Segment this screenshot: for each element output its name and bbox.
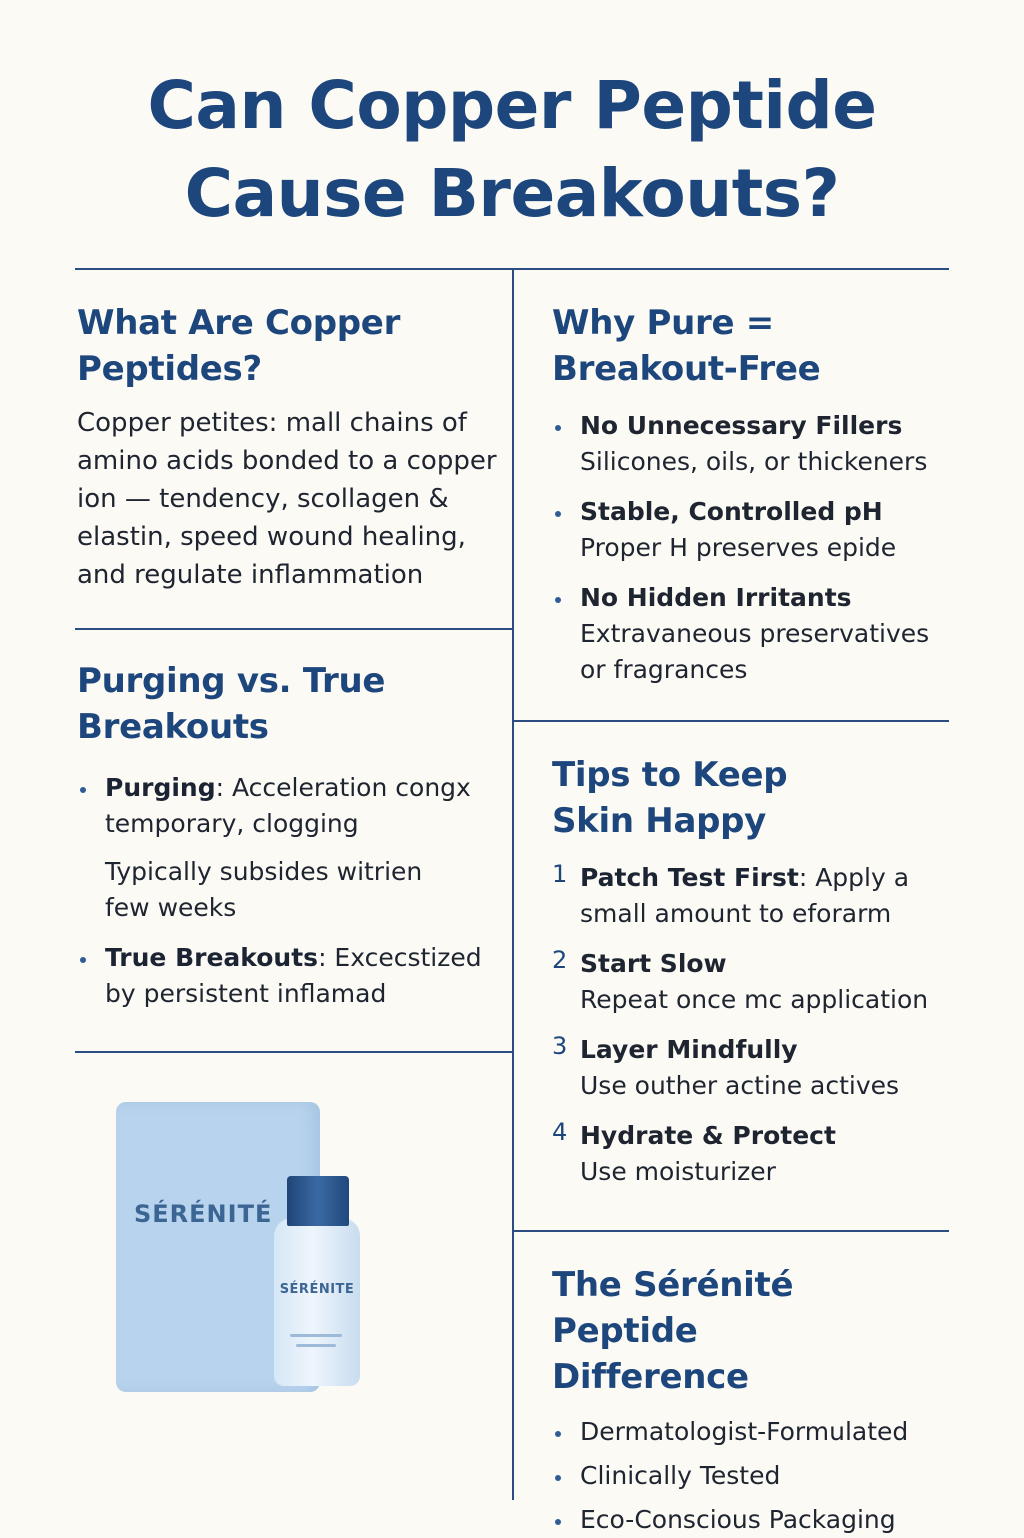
definition-paragraph xyxy=(77,404,497,594)
tip-text: : Apply a xyxy=(798,863,910,892)
tip-item xyxy=(552,1032,942,1104)
tip-item xyxy=(552,1118,942,1190)
item-text: : Acceleration congx xyxy=(215,773,471,802)
serum-bottle-label: SÉRÉNITE xyxy=(279,1282,355,1297)
paragraph-line: amino acids bonded to a copper xyxy=(77,446,497,476)
section-heading xyxy=(77,658,497,750)
list-item xyxy=(552,580,942,688)
item-text: temporary, clogging xyxy=(105,809,359,838)
heading-line: Breakout-Free xyxy=(552,349,821,389)
item-desc: or fragrances xyxy=(580,655,748,684)
page-title xyxy=(0,62,1024,238)
heading-line: The Sérénité Peptide xyxy=(552,1265,794,1351)
tip-label: Patch Test First xyxy=(580,863,799,892)
right-divider-1 xyxy=(512,720,949,722)
list-item xyxy=(552,494,942,566)
item-label: No Unnecessary Fillers xyxy=(580,411,903,440)
center-divider xyxy=(512,268,514,1500)
tip-item xyxy=(552,946,942,1018)
bottle-stripe xyxy=(296,1344,336,1347)
section-heading xyxy=(552,1262,942,1400)
tip-desc: Use moisturizer xyxy=(580,1157,776,1186)
tip-number: 4 xyxy=(552,1118,568,1146)
left-divider-2 xyxy=(75,1051,512,1053)
item-desc: Proper H preserves epide xyxy=(580,533,897,562)
tip-number: 3 xyxy=(552,1032,568,1060)
right-divider-2 xyxy=(512,1230,949,1232)
title-line-1: Can Copper Peptide xyxy=(147,67,877,144)
tip-desc: Use outher actine actives xyxy=(580,1071,900,1100)
bullet-icon xyxy=(80,787,86,793)
item-desc: Silicones, oils, or thickeners xyxy=(580,447,928,476)
tip-item xyxy=(552,860,942,932)
section-heading xyxy=(552,300,942,392)
section-heading xyxy=(552,752,942,844)
heading-line: Peptides? xyxy=(77,349,262,389)
heading-line: Why Pure = xyxy=(552,303,774,343)
list-item xyxy=(552,408,942,480)
section-why-pure xyxy=(552,300,942,688)
item-label: Stable, Controlled pH xyxy=(580,497,883,526)
item-text: : Excecstized xyxy=(318,943,482,972)
heading-line: Purging vs. True xyxy=(77,661,386,701)
section-what-are-copper-peptides xyxy=(77,300,497,594)
tip-label: Hydrate & Protect xyxy=(580,1121,836,1150)
bullet-icon xyxy=(80,957,86,963)
heading-line: Difference xyxy=(552,1357,749,1397)
item-text: Clinically Tested xyxy=(580,1461,781,1490)
tip-number: 1 xyxy=(552,860,568,888)
bullet-icon xyxy=(555,425,561,431)
left-divider-1 xyxy=(75,628,512,630)
bullet-icon xyxy=(555,1519,561,1525)
tip-label: Layer Mindfully xyxy=(580,1035,798,1064)
section-purging-vs-breakouts xyxy=(77,658,497,1012)
list-item xyxy=(552,1502,942,1538)
bullet-icon xyxy=(555,1475,561,1481)
list-item xyxy=(552,1414,942,1450)
paragraph-line: elastin, speed wound healing, xyxy=(77,522,466,552)
heading-line: Tips to Keep xyxy=(552,755,788,795)
paragraph-line: and regulate inflammation xyxy=(77,560,424,590)
list-item-true-breakouts xyxy=(77,940,497,1012)
heading-line: What Are Copper xyxy=(77,303,401,343)
list-item-purging xyxy=(77,770,497,926)
item-desc: Extravaneous preservatives xyxy=(580,619,930,648)
bullet-icon xyxy=(555,511,561,517)
tip-number: 2 xyxy=(552,946,568,974)
section-heading xyxy=(77,300,497,392)
item-note: Typically subsides witrien xyxy=(105,857,423,886)
serum-bottle xyxy=(274,1218,360,1386)
bullet-icon xyxy=(555,1431,561,1437)
tip-label: Start Slow xyxy=(580,949,727,978)
item-label: Purging xyxy=(105,773,216,802)
heading-line: Breakouts xyxy=(77,707,269,747)
heading-line: Skin Happy xyxy=(552,801,767,841)
list-item xyxy=(552,1458,942,1494)
paragraph-line: ion — tendency, scollagen & xyxy=(77,484,449,514)
tip-desc: Repeat once mc application xyxy=(580,985,929,1014)
item-label: No Hidden Irritants xyxy=(580,583,852,612)
item-text: by persistent inflamad xyxy=(105,979,387,1008)
serum-bottle-cap xyxy=(287,1176,349,1226)
section-difference xyxy=(552,1262,942,1538)
tip-desc: small amount to eforarm xyxy=(580,899,892,928)
item-label: True Breakouts xyxy=(105,943,319,972)
section-tips xyxy=(552,752,942,1190)
item-note: few weeks xyxy=(105,893,237,922)
item-text: Dermatologist-Formulated xyxy=(580,1417,909,1446)
bottle-stripe xyxy=(290,1334,342,1337)
item-text: Eco-Conscious Packaging xyxy=(580,1505,896,1534)
title-line-2: Cause Breakouts? xyxy=(184,155,840,232)
bullet-icon xyxy=(555,597,561,603)
product-box-label: SÉRÉNITÉ xyxy=(134,1200,273,1228)
paragraph-line: Copper petites: mall chains of xyxy=(77,408,467,438)
